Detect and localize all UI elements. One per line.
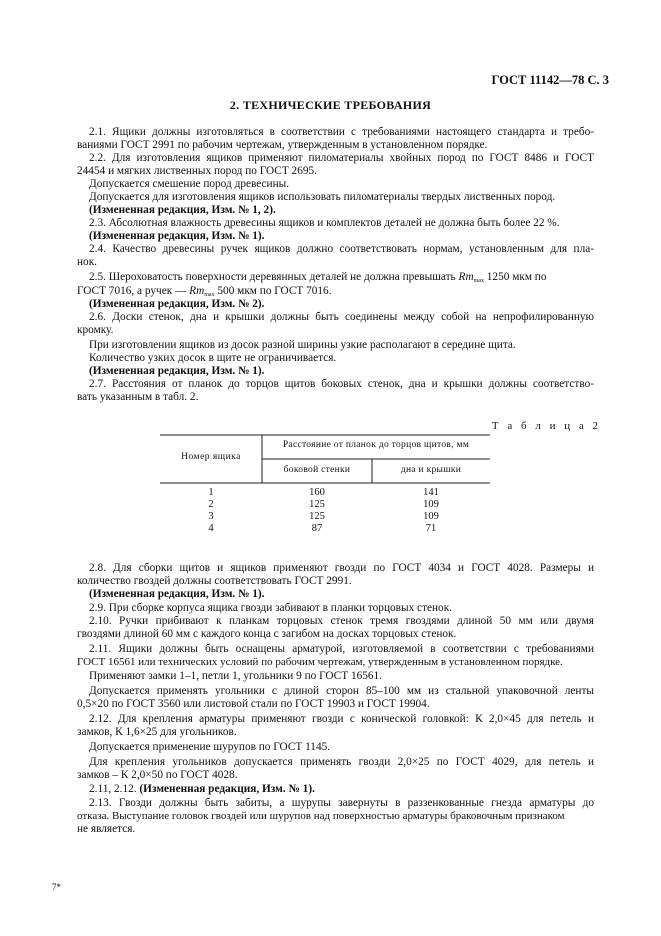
cell-side-wall: 125 — [309, 511, 325, 522]
text-line: вать указанным в табл. 2. — [77, 391, 199, 403]
text-line: 2.6. Доски стенок, дна и крышки должны быть соединены между собой на непрофилированную — [89, 311, 594, 323]
section-title: 2. ТЕХНИЧЕСКИЕ ТРЕБОВАНИЯ — [229, 98, 432, 112]
amendment-note: (Измененная редакция, Изм. № 1). — [89, 588, 265, 600]
text-line: Для крепления угольников допускается применять гвозди 2,0×25 по ГОСТ 4029, для петель и — [89, 756, 594, 768]
text-line: 2.8. Для сборки щитов и ящиков применяют гвозди по ГОСТ 4034 и ГОСТ 4028. Размеры и — [89, 562, 594, 574]
text-line: 2.9. При сборке корпуса ящика гвозди забивают в планки торцовых стенок. — [89, 602, 453, 614]
text-line: ваниями ГОСТ 2991 по рабочим чертежам, утвержденным в установленном порядке. — [77, 139, 488, 151]
text-line: гвоздями длиной 60 мм с каждого конца с загибом на досках торцовых стенок. — [77, 628, 457, 640]
roughness-subscript: max — [204, 292, 215, 298]
page-header: ГОСТ 11142—78 С. 3 — [491, 73, 609, 87]
table-header-box-number: Номер ящика — [181, 452, 241, 462]
text-line: 2.4. Качество древесины ручек ящиков должно соответствовать нормам, установленным для пла- — [89, 243, 594, 255]
amendment-note: (Измененная редакция, Изм. № 1). — [89, 230, 265, 242]
cell-bottom-lid: 109 — [423, 511, 439, 522]
text-fragment: 2.11, 2.12. — [89, 783, 140, 795]
text-line — [89, 783, 594, 796]
text-line: При изготовлении ящиков из досок разной ширины узкие располагают в середине щита. — [89, 339, 516, 351]
text-line: ГОСТ 16561 или технических условий по рабочим чертежам, утвержденным в установленном порядке. — [77, 656, 563, 668]
roughness-symbol: Rm — [189, 285, 205, 297]
text-fragment: 1250 мкм по — [483, 271, 547, 283]
table-header-side-wall: боковой стенки — [283, 465, 351, 475]
cell-box-number: 2 — [208, 499, 214, 510]
cell-box-number: 4 — [208, 523, 214, 534]
footer-mark: 7* — [52, 882, 61, 892]
text-fragment: ГОСТ 7016, а ручек — — [77, 285, 190, 297]
text-line: 2.11. Ящики должны быть оснащены арматурой, изготовляемой в соответствии с требованиями — [89, 643, 594, 655]
table-header-bottom-lid: дна и крышки — [400, 465, 462, 475]
text-line: кромку. — [77, 324, 114, 336]
table-body — [160, 487, 490, 535]
text-line: замков – К 2,0×50 по ГОСТ 4028. — [77, 769, 238, 781]
text-line: 2.1. Ящики должны изготовляться в соответствии с требованиями настоящего стандарта и требо- — [89, 126, 594, 138]
table-caption: Т а б л и ц а 2 — [491, 420, 601, 432]
cell-box-number: 3 — [208, 511, 214, 522]
cell-bottom-lid: 141 — [423, 487, 439, 498]
roughness-subscript: max — [473, 278, 484, 284]
text-fragment: 2.5. Шероховатость поверхности деревянных деталей не должна превышать — [89, 271, 459, 283]
text-line: 24454 и мягких лиственных пород по ГОСТ 2695. — [77, 165, 317, 177]
text-line: Допускается смешение пород древесины. — [89, 178, 290, 190]
text-line: 2.12. Для крепления арматуры применяют гвозди с конической головкой: К 2,0×45 для петель и — [89, 713, 594, 725]
amendment-note: (Измененная редакция, Изм. № 1, 2). — [89, 204, 276, 216]
text-line: 0,5×20 по ГОСТ 3560 или листовой стали по ГОСТ 19903 и ГОСТ 19904. — [77, 698, 430, 710]
table-row — [160, 499, 490, 511]
roughness-symbol: Rm — [458, 271, 474, 283]
cell-bottom-lid: 71 — [425, 523, 437, 534]
text-line: Количество узких досок в щите не ограничивается. — [89, 352, 337, 364]
cell-bottom-lid: 109 — [423, 499, 439, 510]
table-row — [160, 511, 490, 523]
text-line: 2.13. Гвозди должны быть забиты, а шурупы завернуты в раззенкованные гнезда арматуры до — [89, 797, 594, 809]
text-fragment: 500 мкм по ГОСТ 7016. — [214, 285, 332, 297]
text-line: количество гвоздей должны соответствовать ГОСТ 2991. — [77, 575, 352, 587]
text-line: Допускается для изготовления ящиков использовать пиломатериалы твердых лиственных пород. — [89, 191, 556, 203]
text-line: нок. — [77, 256, 98, 268]
text-line: замков, К 1,6×25 для угольников. — [77, 726, 237, 738]
amendment-note: (Измененная редакция, Изм. № 1). — [139, 783, 315, 795]
text-line: 2.2. Для изготовления ящиков применяют пиломатериалы хвойных пород по ГОСТ 8486 и ГОСТ — [89, 152, 594, 164]
amendment-note: (Измененная редакция, Изм. № 1). — [89, 365, 265, 377]
text-line: 2.3. Абсолютная влажность древесины ящиков и комплектов деталей не должна быть более 22 %. — [89, 217, 560, 229]
text-line: Допускается применять угольники с длиной сторон 85–100 мм из стальной упаковочной ленты — [89, 685, 594, 697]
table-header-distance: Расстояние от планок до торцов щитов, мм — [282, 440, 470, 450]
amendment-note: (Измененная редакция, Изм. № 2). — [89, 298, 265, 310]
text-line: отказа. Выступание головок гвоздей или шурупов над поверхностью арматуры браковочным признаком — [77, 810, 565, 822]
cell-side-wall: 160 — [309, 487, 325, 498]
cell-side-wall: 125 — [309, 499, 325, 510]
text-line: 2.10. Ручки прибивают к планкам торцовых стенок тремя гвоздями длиной 50 мм или двумя — [89, 615, 594, 627]
text-line: 2.7. Расстояния от планок до торцов щитов боковых стенок, дна и крышки должны соответство- — [89, 378, 594, 390]
text-line: Допускается применение шурупов по ГОСТ 1145. — [89, 741, 331, 753]
text-line: не является. — [77, 823, 136, 835]
cell-box-number: 1 — [208, 487, 214, 498]
table-row — [160, 487, 490, 499]
text-line: Применяют замки 1–1, петли 1, угольники 9 по ГОСТ 16561. — [89, 670, 383, 682]
table-row — [160, 523, 490, 535]
cell-side-wall: 87 — [311, 523, 323, 534]
